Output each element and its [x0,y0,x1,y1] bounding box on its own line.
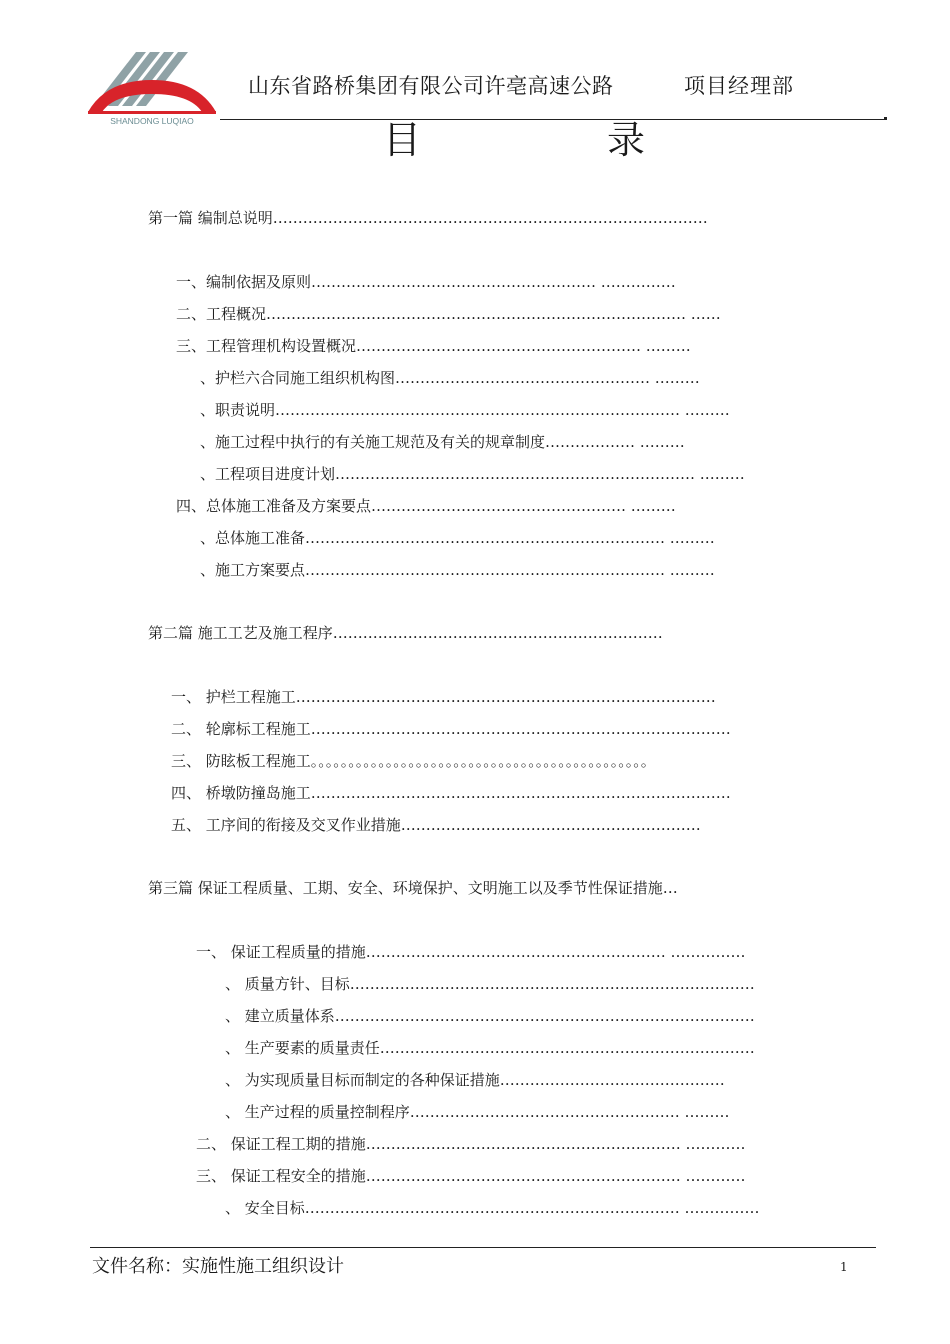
toc-entry[interactable]: 一、编制依据及原则………………………………………………… …………… [176,273,676,291]
header-department: 项目经理部 [684,74,794,98]
toc-entry[interactable]: 四、总体施工准备及方案要点…………………………………………… ……… [176,497,676,515]
toc-subentry[interactable]: 、 为实现质量目标而制定的各种保证措施……………………………………… [225,1071,725,1089]
header-company-name: 山东省路桥集团有限公司许亳高速公路 [248,74,614,98]
toc-entry[interactable]: 二、工程概况………………………………………………………………………… …… [176,305,721,323]
logo-text: SHANDONG LUQIAO [110,116,194,126]
footer-divider [90,1247,876,1248]
toc-entry[interactable]: 五、 工序间的衔接及交叉作业措施…………………………………………………… [171,816,701,834]
toc-part-1[interactable]: 第一篇 编制总说明…………………………………………………………………………… [148,209,708,227]
shandong-luqiao-logo-icon [86,50,218,128]
toc-title-right: 录 [607,118,646,162]
header-divider-end [884,117,887,120]
toc-subentry[interactable]: 、施工方案要点……………………………………………………………… ……… [200,561,715,579]
footer-file-name: 文件名称：实施性施工组织设计 [92,1256,344,1277]
toc-entry[interactable]: 二、 保证工程工期的措施……………………………………………………… ………… [196,1135,746,1153]
toc-subentry[interactable]: 、工程项目进度计划……………………………………………………………… ……… [200,465,745,483]
toc-entry[interactable]: 三、 保证工程安全的措施……………………………………………………… ………… [196,1167,746,1185]
toc-subentry[interactable]: 、 生产过程的质量控制程序……………………………………………… ……… [225,1103,730,1121]
toc-subentry[interactable]: 、 安全目标………………………………………………………………… …………… [225,1199,760,1217]
header-divider [220,119,886,120]
toc-subentry[interactable]: 、护栏六合同施工组织机构图…………………………………………… ……… [200,369,700,387]
toc-title-left: 目 [383,118,422,162]
toc-entry[interactable]: 一、 保证工程质量的措施…………………………………………………… …………… [196,943,746,961]
toc-subentry[interactable]: 、总体施工准备……………………………………………………………… ……… [200,529,715,547]
toc-entry[interactable]: 一、 护栏工程施工………………………………………………………………………… [171,688,716,706]
page-number: 1 [840,1260,848,1274]
toc-subentry[interactable]: 、 质量方针、目标……………………………………………………………………… [225,975,755,993]
toc-subentry[interactable]: 、 建立质量体系………………………………………………………………………… [225,1007,755,1025]
toc-part-2[interactable]: 第二篇 施工工艺及施工程序………………………………………………………… [148,624,663,642]
toc-subentry[interactable]: 、施工过程中执行的有关施工规范及有关的规章制度……………… ……… [200,433,685,451]
toc-entry[interactable]: 三、 防眩板工程施工。。。。。。。。。。。。。。。。。。。。。。。。。。。。。。。。。。。。。。。。。。。。。 [171,752,656,770]
toc-part-3[interactable]: 第三篇 保证工程质量、工期、安全、环境保护、文明施工以及季节性保证措施… [148,879,678,897]
toc-entry[interactable]: 三、工程管理机构设置概况………………………………………………… ……… [176,337,691,355]
toc-subentry[interactable]: 、 生产要素的质量责任………………………………………………………………… [225,1039,755,1057]
toc-entry[interactable]: 四、 桥墩防撞岛施工………………………………………………………………………… [171,784,731,802]
toc-entry[interactable]: 二、 轮廓标工程施工………………………………………………………………………… [171,720,731,738]
company-logo [86,50,218,128]
toc-subentry[interactable]: 、职责说明……………………………………………………………………… ……… [200,401,730,419]
